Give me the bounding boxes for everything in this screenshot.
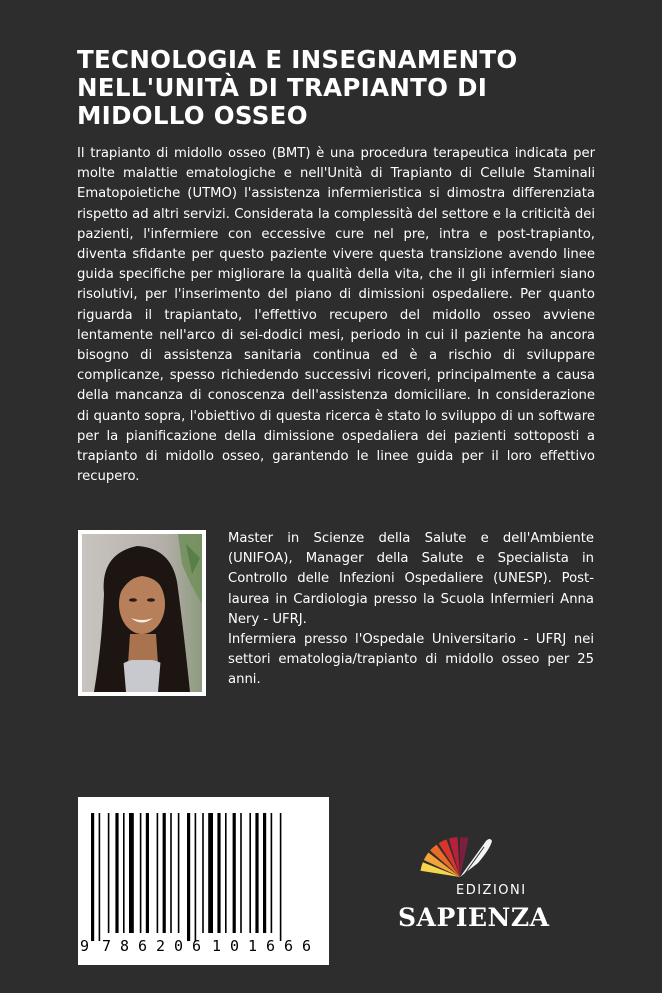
barcode-bar	[217, 813, 220, 933]
barcode-digit: 6	[284, 937, 294, 955]
barcode-bar	[157, 813, 159, 933]
barcode-bar	[178, 813, 180, 933]
barcode-bar	[271, 813, 273, 933]
barcode-digit: 6	[302, 937, 312, 955]
barcode-digit: 1	[212, 937, 222, 955]
isbn-barcode	[78, 797, 329, 965]
barcode-bar	[249, 813, 251, 933]
barcode-bar	[233, 813, 236, 933]
barcode-bar	[115, 813, 118, 933]
author-bio	[228, 529, 594, 691]
barcode-digit: 6	[138, 937, 148, 955]
barcode-digit: 6	[266, 937, 276, 955]
barcode-digit: 0	[230, 937, 240, 955]
title-line: MIDOLLO OSSEO	[77, 101, 308, 130]
barcode-bars	[78, 797, 329, 942]
title-line: TECNOLOGIA E INSEGNAMENTO	[77, 45, 518, 74]
book-title	[77, 46, 597, 130]
barcode-bar	[146, 813, 149, 933]
author-photo-frame	[78, 530, 206, 696]
barcode-bar	[123, 813, 125, 933]
barcode-digit: 0	[174, 937, 184, 955]
barcode-bar	[129, 813, 134, 933]
author-portrait-image	[82, 534, 202, 692]
barcode-bar	[208, 813, 213, 933]
title-line: NELL'UNITÀ DI TRAPIANTO DI	[77, 73, 488, 102]
barcode-bar	[163, 813, 166, 933]
publisher-logo	[398, 835, 558, 945]
author-bio-paragraph: Infermiera presso l'Ospedale Universitario - UFRJ nei settori ematologia/trapianto di midollo osseo per 25 anni.	[228, 632, 594, 688]
barcode-bar	[187, 813, 190, 941]
barcode-bar	[99, 813, 101, 941]
publisher-label-edizioni: EDIZIONI	[456, 883, 527, 898]
barcode-digit: 1	[248, 937, 258, 955]
publisher-name: SAPIENZA	[398, 903, 550, 932]
barcode-digit: 8	[120, 937, 130, 955]
book-description: Il trapianto di midollo osseo (BMT) è una procedura terapeutica indicata per molte malattie ematologiche e nell'Unità di Trapianto di Cellule Staminali Ematopoietiche (UTMO) l'assistenza infermieristica si dimostra differenziata rispetto ad altri servizi. Considerata la complessità del settore e la criticità dei pazienti, l'infermiere con eccessive cure nel pre, intra e post-trapianto, diventa sfidante per questo paziente vivere questa transizione avendo linee guida specifiche per migliorare la qualità della vita, che il gli infermieri siano risolutivi, per l'inserimento del piano di dimissioni ospedaliere. Per quanto riguarda il trapiantato, l'effettivo recupero del midollo osseo avviene lentamente nell'arco di sei-dodici mesi, periodo in cui il paziente ha ancora bisogno di assistenza sanitaria continua ed è a rischio di sviluppare complicanze, spesso richiedendo successivi ricoveri, principalmente a causa della mancanza di conoscenza dell'assistenza domiciliare. In considerazione di quanto sopra, l'obiettivo di questa ricerca è stato lo sviluppo di un software per la pianificazione della dimissione ospedaliera dei pazienti sottoposti a trapianto di midollo osseo, garantendo le linee guida per il loro effettivo recupero.	[77, 146, 595, 485]
barcode-bar	[170, 813, 172, 933]
barcode-bar	[225, 813, 227, 933]
barcode-bar	[240, 813, 242, 933]
barcode-bar	[108, 813, 110, 933]
barcode-bar	[91, 813, 94, 941]
barcode-digit: 9	[80, 937, 90, 955]
barcode-bar	[280, 813, 282, 941]
barcode-digits	[78, 936, 329, 956]
barcode-digit: 7	[102, 937, 112, 955]
barcode-bar	[263, 813, 266, 933]
barcode-digit: 6	[192, 937, 202, 955]
barcode-bar	[140, 813, 142, 933]
barcode-bar	[195, 813, 197, 941]
barcode-digit: 2	[156, 937, 166, 955]
barcode-bar	[202, 813, 204, 933]
barcode-bar	[255, 813, 258, 933]
author-bio-paragraph: Master in Scienze della Salute e dell'Ambiente (UNIFOA), Manager della Salute e Specialista in Controllo delle Infezioni Ospedaliere (UNESP). Post-laurea in Cardiologia presso la Scuola Infermieri Anna Nery - UFRJ.	[228, 531, 594, 627]
author-photo	[82, 534, 202, 692]
